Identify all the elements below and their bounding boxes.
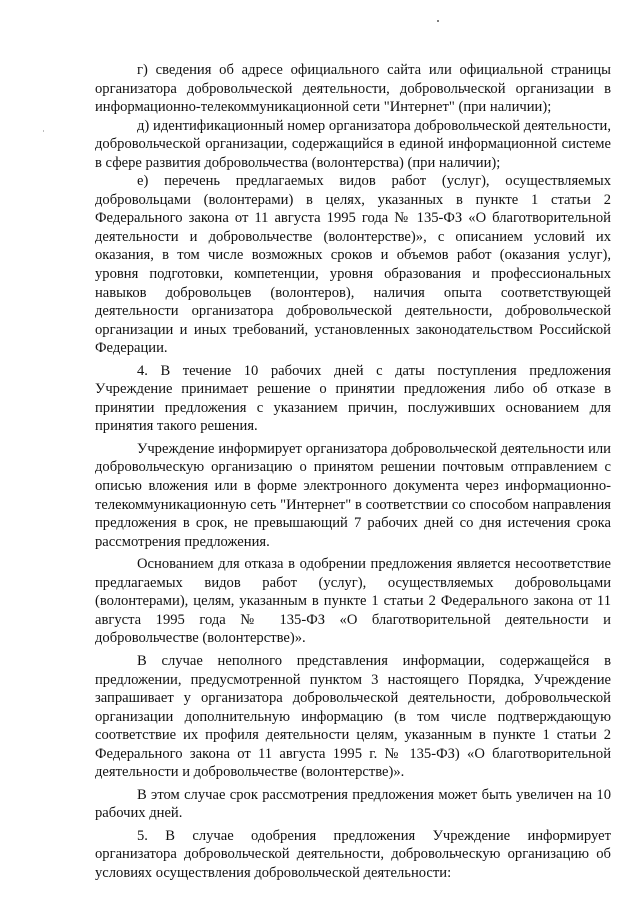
paragraph-refusal-grounds: Основанием для отказа в одобрении предложения является несоответствие предлагаемых видов работ (услуг), осуществляемых добровольцами (волонтерами), целям, указанным в пункте 1 статьи 2 Федерального закона от 11 августа 1995 года № 135-ФЗ «О благотворительной деятельности и добровольчестве (волонтерстве)». <box>95 556 611 647</box>
scan-margin-mark <box>43 130 44 132</box>
paragraph-clause-4: 4. В течение 10 рабочих дней с даты поступления предложения Учреждение принимает решение о принятии предложения либо об отказе в принятии предложения с указанием причин, послуживших основанием для принятия такого решения. <box>95 362 611 435</box>
document-body <box>95 61 611 883</box>
paragraph-incomplete-info: В случае неполного представления информации, содержащейся в предложении, предусмотренной пунктом 3 настоящего Порядка, Учреждение запрашивает у организатора добровольческой деятельности, добровольческой организации дополнительную информацию (в том числе подтверждающую соответствие их профиля деятельности целям, указанным в пункте 1 статьи 2 Федерального закона от 11 августа 1995 г. № 135-ФЗ) «О благотворительной деятельности и добровольчестве (волонтерстве)». <box>95 652 611 781</box>
scan-speck <box>437 20 439 22</box>
paragraph-clause-5: 5. В случае одобрения предложения Учреждение информирует организатора добровольческой деятельности, добровольческую организацию об условиях осуществления добровольческой деятельности: <box>95 827 611 881</box>
paragraph-item-e: е) перечень предлагаемых видов работ (услуг), осуществляемых добровольцами (волонтерами) в целях, указанных в пункте 1 статьи 2 Федерального закона от 11 августа 1995 года № 135-ФЗ «О благотворительной деятельности и добровольчестве (волонтерстве)», с описанием условий их оказания, в том числе возможных сроков и объемов работ (оказания услуг), уровня подготовки, компетенции, уровня образования и профессиональных навыков добровольцев (волонтеров), наличия опыта соответствующей деятельности организатора добровольческой деятельности, добровольческой организации и иных требований, установленных законодательством Российской Федерации. <box>95 173 611 357</box>
paragraph-notification: Учреждение информирует организатора добровольческой деятельности или добровольческую организацию о принятом решении почтовым отправлением с описью вложения или в форме электронного документа через информационно-телекоммуникационную сеть "Интернет" в соответствии со способом направления предложения в срок, не превышающий 7 рабочих дней со дня истечения срока рассмотрения предложения. <box>95 440 611 550</box>
paragraph-item-d: д) идентификационный номер организатора добровольческой деятельности, добровольческой организации, содержащийся в единой информационной системе в сфере развития добровольчества (волонтерства) (при наличии); <box>95 117 611 171</box>
paragraph-term-extension: В этом случае срок рассмотрения предложения может быть увеличен на 10 рабочих дней. <box>95 786 611 822</box>
paragraph-item-g: г) сведения об адресе официального сайта или официальной страницы организатора добровольческой деятельности, добровольческой организации в информационно-телекоммуникационной сети "Интернет" (при наличии); <box>95 62 611 116</box>
